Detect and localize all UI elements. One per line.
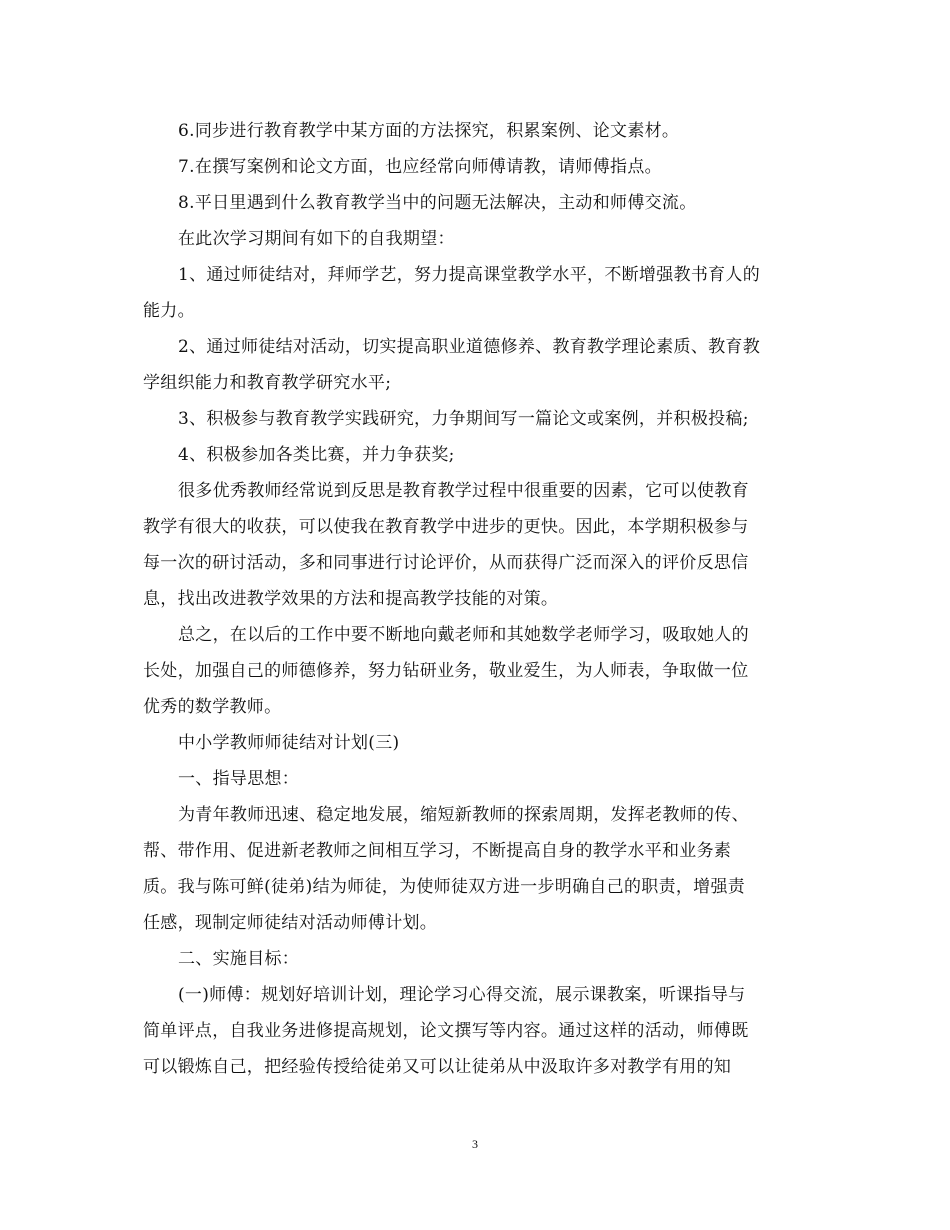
body-text <box>143 117 808 1089</box>
paragraph-line: 为青年教师迅速、稳定地发展，缩短新教师的探索周期，发挥老教师的传、 <box>178 805 749 825</box>
paragraph-line: 可以锻炼自己，把经验传授给徒弟又可以让徒弟从中汲取许多对教学有用的知 <box>143 1057 732 1077</box>
paragraph-line: 2、通过师徒结对活动，切实提高职业道德修养、教育教学理论素质、教育教 <box>178 337 761 357</box>
paragraph-line: 总之，在以后的工作中要不断地向戴老师和其她数学老师学习，吸取她人的 <box>178 625 749 645</box>
paragraph-line: 7.在撰写案例和论文方面，也应经常向师傅请教，请师傅指点。 <box>178 157 662 177</box>
paragraph-line: 8.平日里遇到什么教育教学当中的问题无法解决，主动和师傅交流。 <box>178 193 697 213</box>
paragraph-line: 每一次的研讨活动，多和同事进行讨论评价，从而获得广泛而深入的评价反思信 <box>143 553 749 573</box>
paragraph-line: 在此次学习期间有如下的自我期望： <box>178 229 455 249</box>
paragraph-line: (一)师傅：规划好培训计划，理论学习心得交流，展示课教案，听课指导与 <box>178 985 746 1005</box>
paragraph-line: 任感，现制定师徒结对活动师傅计划。 <box>143 913 438 933</box>
paragraph-line: 息，找出改进教学效果的方法和提高教学技能的对策。 <box>143 589 559 609</box>
paragraph-line: 4、积极参加各类比赛，并力争获奖; <box>178 445 455 465</box>
paragraph-line: 能力。 <box>143 301 195 321</box>
paragraph-line: 帮、带作用、促进新老教师之间相互学习，不断提高自身的教学水平和业务素 <box>143 841 732 861</box>
paragraph-line: 简单评点，自我业务进修提高规划，论文撰写等内容。通过这样的活动，师傅既 <box>143 1021 749 1041</box>
paragraph-line: 学组织能力和教育教学研究水平; <box>143 373 392 393</box>
paragraph-line: 3、积极参与教育教学实践研究，力争期间写一篇论文或案例，并积极投稿; <box>178 409 749 429</box>
paragraph-line: 优秀的数学教师。 <box>143 697 282 717</box>
paragraph-line: 6.同步进行教育教学中某方面的方法探究，积累案例、论文素材。 <box>178 121 680 141</box>
paragraph-line: 很多优秀教师经常说到反思是教育教学过程中很重要的因素，它可以使教育 <box>178 481 749 501</box>
paragraph-line: 质。我与陈可鲜(徒弟)结为师徒，为使师徒双方进一步明确自己的职责，增强责 <box>143 877 746 897</box>
paragraph-line: 教学有很大的收获，可以使我在教育教学中进步的更快。因此，本学期积极参与 <box>143 517 749 537</box>
paragraph-line: 1、通过师徒结对，拜师学艺，努力提高课堂教学水平，不断增强教书育人的 <box>178 265 761 285</box>
section-heading: 二、实施目标： <box>178 949 300 969</box>
section-title: 中小学教师师徒结对计划(三) <box>178 733 400 753</box>
section-heading: 一、指导思想： <box>178 769 300 789</box>
paragraph-line: 长处，加强自己的师德修养，努力钻研业务，敬业爱生，为人师表，争取做一位 <box>143 661 749 681</box>
page-number: 3 <box>472 1137 478 1151</box>
